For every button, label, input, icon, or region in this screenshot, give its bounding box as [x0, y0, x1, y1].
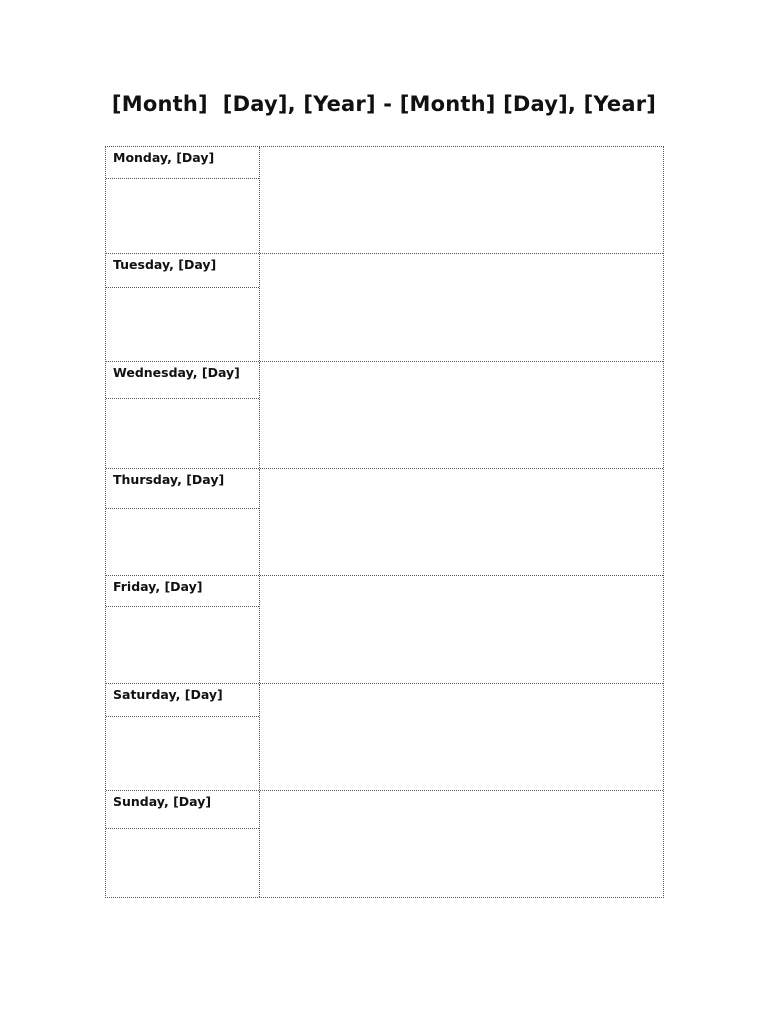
- day-cell-left: [106, 362, 260, 468]
- day-row-friday: [106, 576, 663, 684]
- day-label-saturday: Saturday, [Day]: [106, 684, 259, 717]
- day-cell-left: [106, 576, 260, 683]
- day-notes-cell-left[interactable]: [106, 829, 259, 897]
- day-row-monday: [106, 147, 663, 254]
- day-row-wednesday: [106, 362, 663, 469]
- day-notes-cell-left[interactable]: [106, 607, 259, 683]
- day-row-tuesday: [106, 254, 663, 362]
- day-cell-left: [106, 791, 260, 897]
- day-notes-cell-left[interactable]: [106, 288, 259, 361]
- day-cell-left: [106, 254, 260, 361]
- day-cell-left: [106, 469, 260, 575]
- day-cell-left: [106, 147, 260, 253]
- weekly-planner-table: [105, 146, 664, 898]
- day-label-sunday: Sunday, [Day]: [106, 791, 259, 829]
- day-label-wednesday: Wednesday, [Day]: [106, 362, 259, 399]
- day-label-tuesday: Tuesday, [Day]: [106, 254, 259, 288]
- day-label-friday: Friday, [Day]: [106, 576, 259, 607]
- day-notes-cell-right[interactable]: [260, 469, 663, 575]
- day-row-thursday: [106, 469, 663, 576]
- day-notes-cell-right[interactable]: [260, 791, 663, 897]
- day-notes-cell-left[interactable]: [106, 399, 259, 468]
- day-label-monday: Monday, [Day]: [106, 147, 259, 179]
- day-notes-cell-right[interactable]: [260, 576, 663, 683]
- day-notes-cell-right[interactable]: [260, 254, 663, 361]
- day-notes-cell-right[interactable]: [260, 147, 663, 253]
- page-title: [Month] [Day], [Year] - [Month] [Day], [Year]: [111, 92, 657, 116]
- day-notes-cell-left[interactable]: [106, 179, 259, 253]
- day-notes-cell-right[interactable]: [260, 362, 663, 468]
- day-cell-left: [106, 684, 260, 790]
- day-notes-cell-left[interactable]: [106, 509, 259, 575]
- day-notes-cell-right[interactable]: [260, 684, 663, 790]
- day-row-saturday: [106, 684, 663, 791]
- day-row-sunday: [106, 791, 663, 897]
- day-notes-cell-left[interactable]: [106, 717, 259, 790]
- day-label-thursday: Thursday, [Day]: [106, 469, 259, 509]
